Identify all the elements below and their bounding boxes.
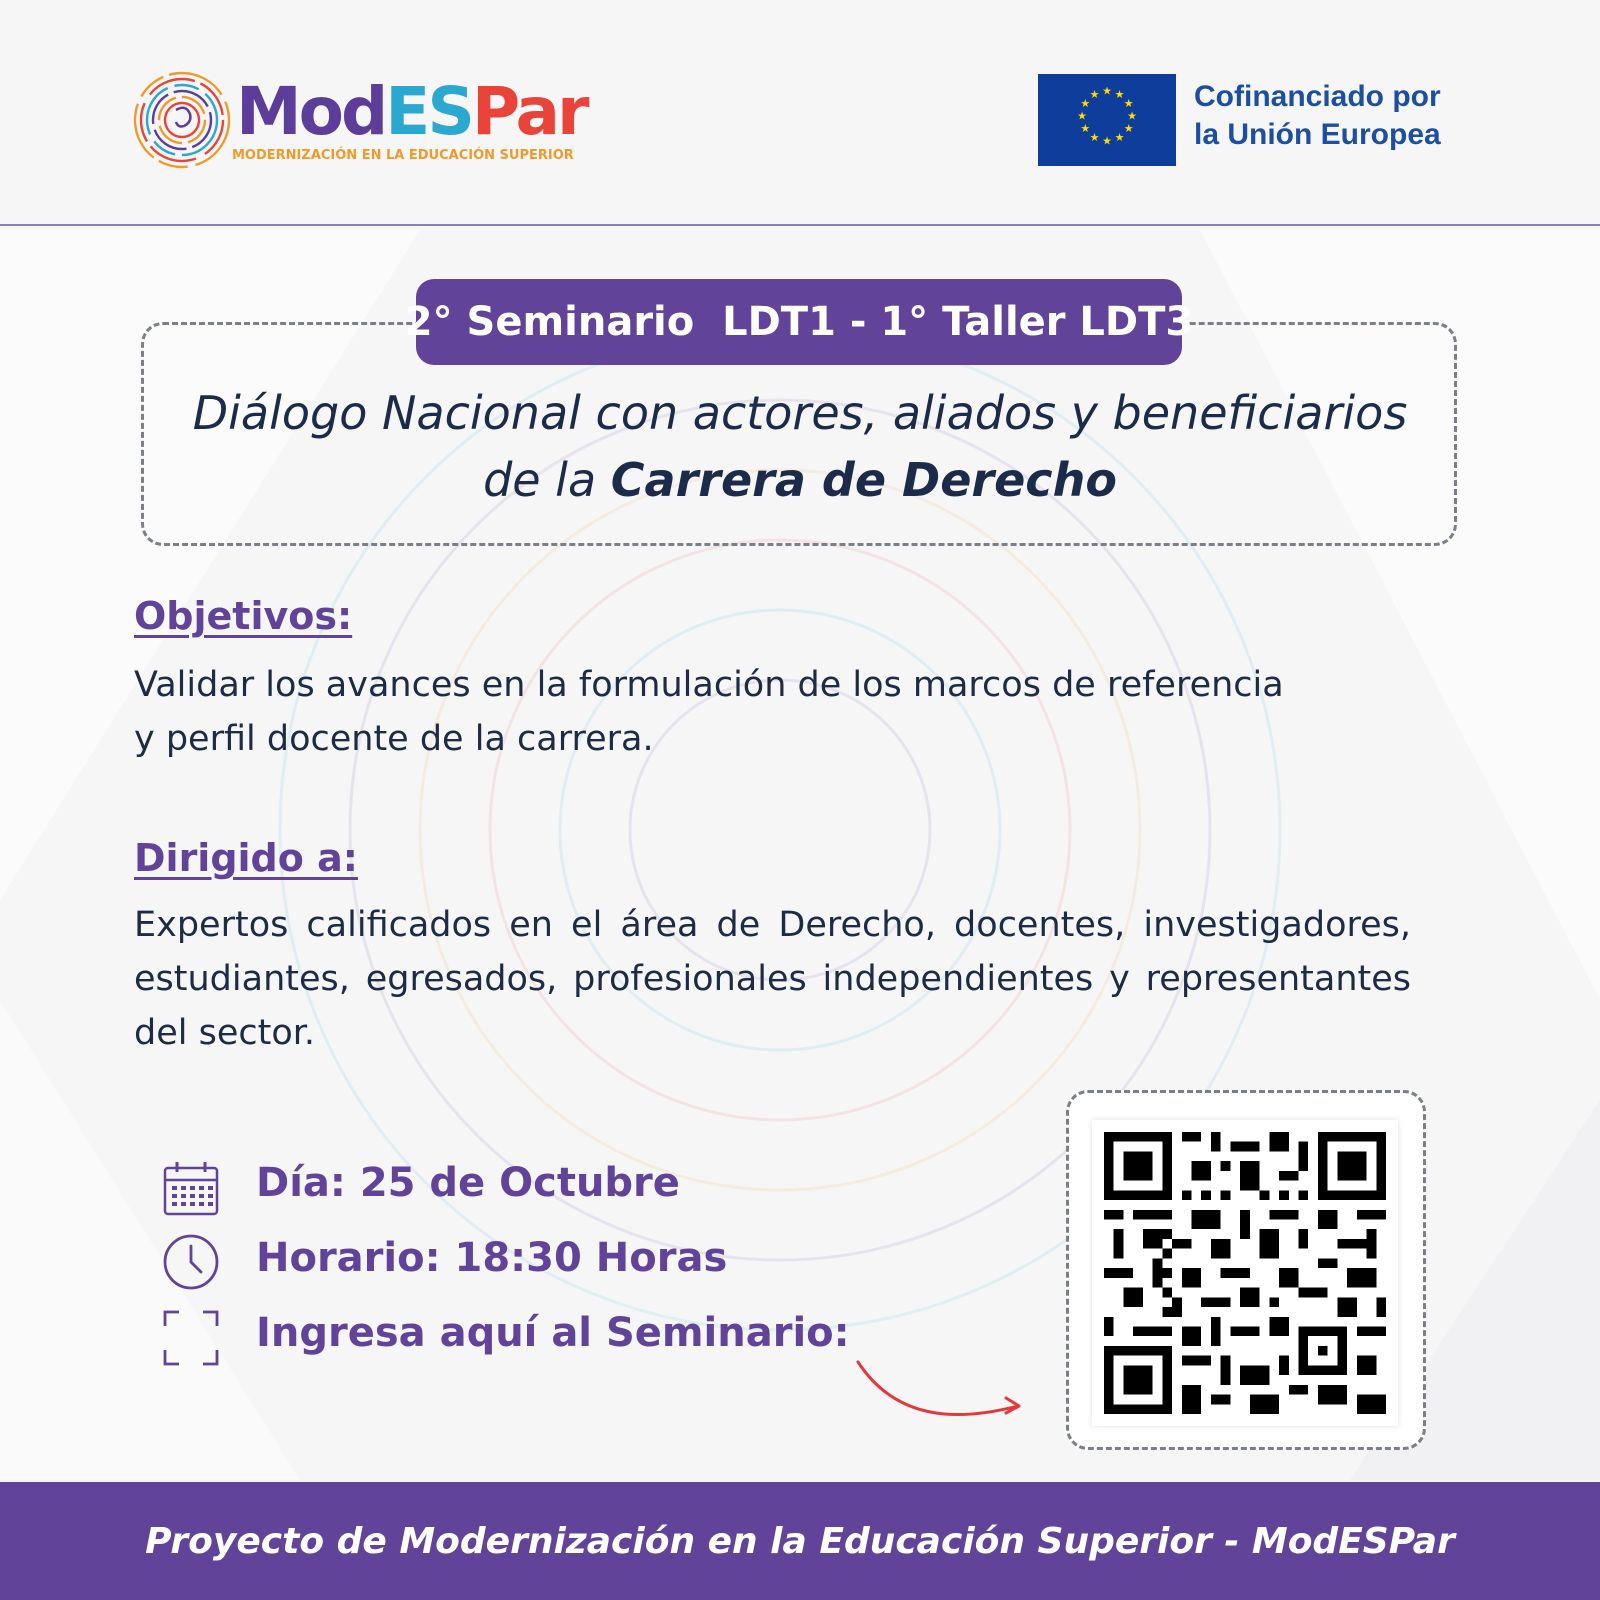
calendar-icon: [161, 1158, 221, 1218]
footer-bar: [0, 1482, 1600, 1600]
brand-tagline: MODERNIZACIÓN EN LA EDUCACIÓN SUPERIOR: [232, 148, 574, 163]
svg-text:★: ★: [1123, 97, 1134, 110]
dirigido-heading: Dirigido a:: [134, 836, 358, 880]
svg-text:★: ★: [1089, 131, 1100, 145]
svg-text:★: ★: [1114, 131, 1125, 145]
svg-text:★: ★: [1102, 134, 1112, 148]
objetivos-line2: y perfil docente de la carrera.: [134, 719, 654, 759]
modespar-logo-icon: [132, 70, 232, 170]
event-badge: 2° Seminario LDT1 - 1° Taller LDT3: [416, 279, 1182, 365]
brand-wordmark: [236, 72, 587, 152]
event-time: Horario: 18:30 Horas: [256, 1235, 728, 1281]
clock-icon: [161, 1232, 221, 1292]
footer-text: Proyecto de Modernización en la Educación Superior - ModESPar: [145, 1520, 1455, 1562]
event-subtitle: [150, 380, 1450, 514]
event-day: Día: 25 de Octubre: [256, 1160, 680, 1206]
eu-flag-icon: [1038, 74, 1176, 166]
qr-code[interactable]: [1092, 1120, 1398, 1426]
qr-code-icon: [1104, 1132, 1386, 1414]
subtitle-career: Carrera de Derecho: [610, 453, 1117, 507]
modespar-logo: [132, 70, 592, 170]
join-seminar-text: Ingresa aquí al Seminario:: [256, 1310, 850, 1356]
subtitle-line1: Diálogo Nacional con actores, aliados y beneficiarios: [192, 386, 1408, 440]
svg-text:★: ★: [1127, 109, 1137, 123]
svg-text:★: ★: [1123, 122, 1134, 135]
brand-part-mod: Mod: [236, 73, 386, 150]
brand-part-par: Par: [471, 73, 587, 150]
objetivos-text: [134, 658, 1434, 766]
objetivos-heading: Objetivos:: [134, 594, 353, 638]
arrow-icon: [846, 1350, 1026, 1430]
header-divider: [0, 224, 1600, 226]
svg-text:★: ★: [1080, 97, 1091, 110]
brand-part-es: ES: [385, 73, 472, 150]
eu-text-line1: Cofinanciado por: [1194, 80, 1441, 113]
objetivos-line1: Validar los avances en la formulación de los marcos de referencia: [134, 665, 1284, 705]
svg-text:★: ★: [1114, 87, 1125, 101]
svg-text:★: ★: [1102, 84, 1112, 98]
subtitle-prefix: de la: [483, 453, 611, 507]
dirigido-text: Expertos calificados en el área de Derecho, docentes, investigadores, estudiantes, egresados, profesionales independientes y representantes del sector.: [134, 905, 1411, 1053]
svg-text:★: ★: [1089, 87, 1100, 101]
svg-text:★: ★: [1077, 109, 1087, 123]
eu-cofunding-text: [1194, 78, 1441, 154]
svg-text:★: ★: [1080, 122, 1091, 135]
subtitle-line2: [150, 447, 1450, 514]
scan-frame-icon: [161, 1308, 221, 1368]
eu-text-line2: la Unión Europea: [1194, 118, 1441, 151]
